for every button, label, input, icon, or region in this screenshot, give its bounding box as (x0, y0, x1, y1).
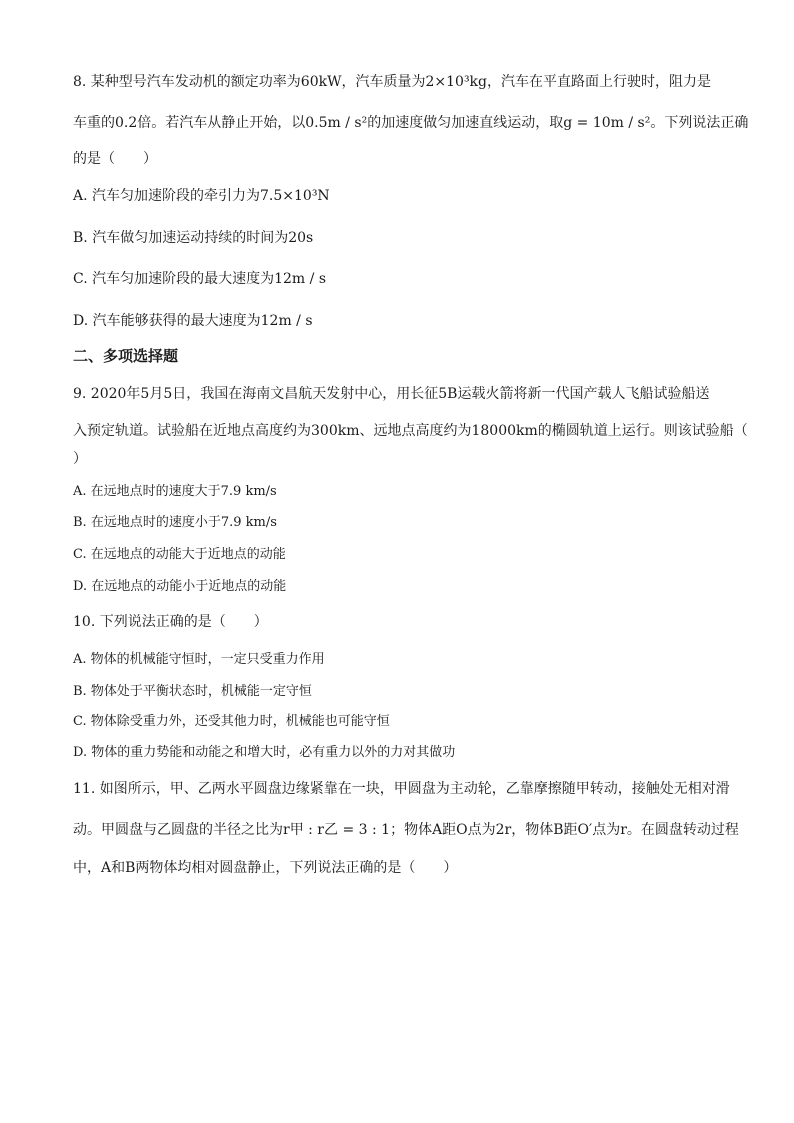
q10-option-d: D. 物体的重力势能和动能之和增大时，必有重力以外的力对其做功 (73, 745, 456, 760)
q9-stem-line-3: ） (73, 451, 87, 467)
q10-option-a: A. 物体的机械能守恒时，一定只受重力作用 (73, 652, 325, 667)
q11-stem-line-3: 中，A和B两物体均相对圆盘静止，下列说法正确的是（ ） (73, 860, 458, 876)
q9-option-b: B. 在远地点时的速度小于7.9 km/s (73, 515, 277, 530)
q8-option-d: D. 汽车能够获得的最大速度为12m / s (73, 313, 313, 329)
q11-stem-line-1: 11. 如图所示，甲、乙两水平圆盘边缘紧靠在一块，甲圆盘为主动轮，乙靠摩擦随甲转动，接触处无相对滑 (73, 781, 730, 797)
q8-stem-line-2: 车重的0.2倍。若汽车从静止开始，以0.5m / s²的加速度做匀加速直线运动，取g = 10m / s²。下列说法正确 (73, 115, 749, 131)
q9-stem-line-1: 9. 2020年5月5日，我国在海南文昌航天发射中心，用长征5B运载火箭将新一代国产载人飞船试验船送 (73, 386, 710, 402)
q9-option-c: C. 在远地点的动能大于近地点的动能 (73, 547, 286, 562)
q9-stem-line-2: 入预定轨道。试验船在近地点高度约为300km、远地点高度约为18000km的椭圆轨道上运行。则该试验船（ (73, 423, 748, 439)
q8-option-a: A. 汽车匀加速阶段的牵引力为7.5×10³N (73, 188, 330, 204)
q10-stem: 10. 下列说法正确的是（ ） (73, 614, 268, 630)
q11-stem-line-2: 动。甲圆盘与乙圆盘的半径之比为r甲 : r乙 = 3 : 1；物体A距O点为2r，物体B距O′点为r。在圆盘转动过程 (73, 822, 739, 838)
q8-option-b: B. 汽车做匀加速运动持续的时间为20s (73, 230, 314, 246)
q9-option-a: A. 在远地点时的速度大于7.9 km/s (73, 484, 277, 499)
q8-stem-line-1: 8. 某种型号汽车发动机的额定功率为60kW，汽车质量为2×10³kg，汽车在平直路面上行驶时，阻力是 (73, 74, 712, 90)
q9-option-d: D. 在远地点的动能小于近地点的动能 (73, 579, 287, 594)
q8-option-c: C. 汽车匀加速阶段的最大速度为12m / s (73, 271, 327, 287)
q10-option-c: C. 物体除受重力外，还受其他力时，机械能也可能守恒 (73, 714, 390, 729)
section-heading-multiple-choice: 二、多项选择题 (73, 347, 179, 365)
q8-stem-line-3: 的是（ ） (73, 151, 157, 167)
q10-option-b: B. 物体处于平衡状态时，机械能一定守恒 (73, 684, 312, 699)
